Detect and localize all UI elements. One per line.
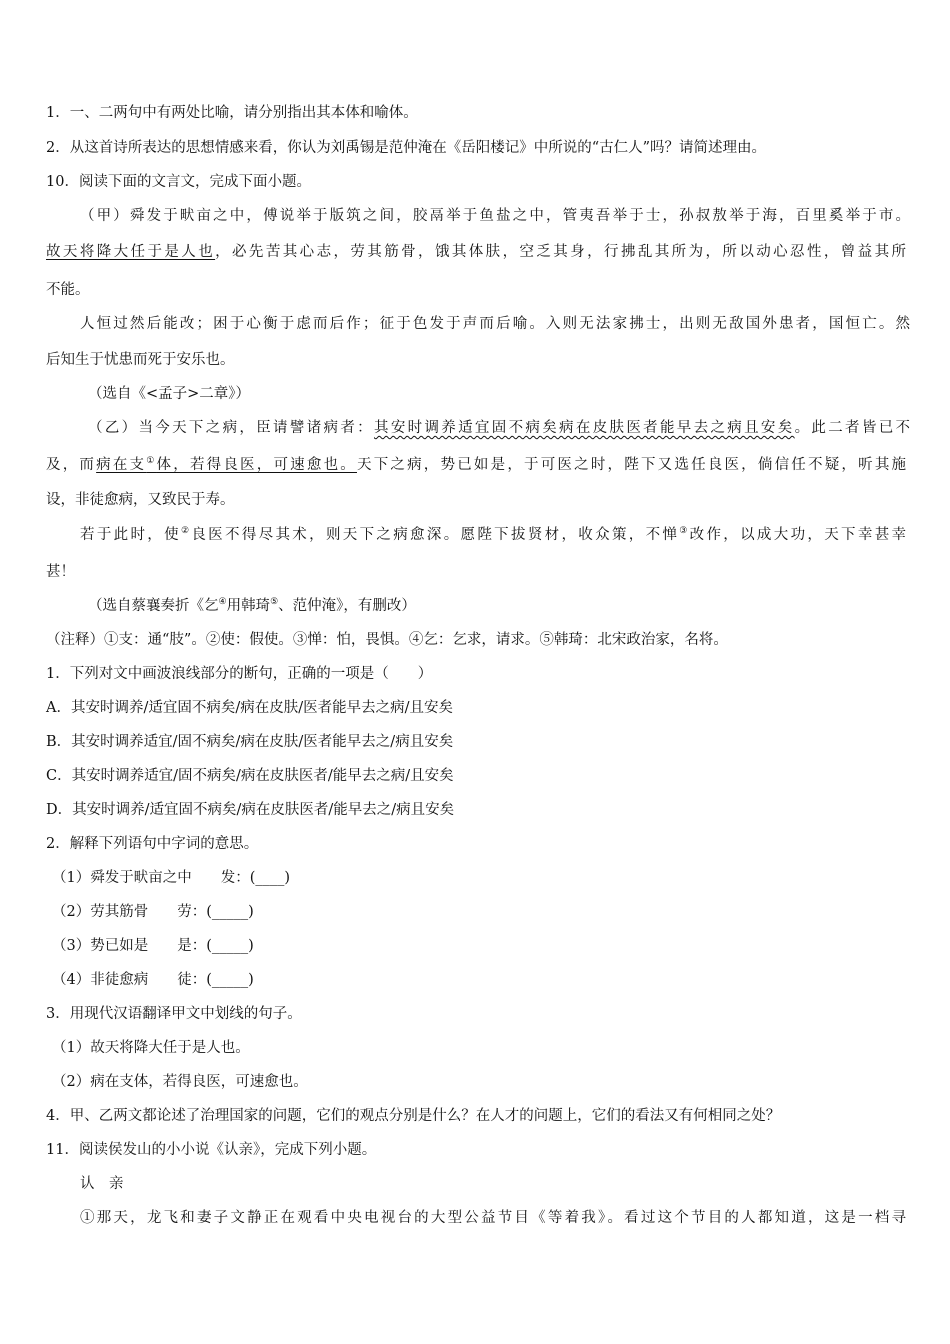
yi-p2-part-a: 若于此时，使 [80, 527, 181, 543]
q10-title: 10．阅读下面的文言文，完成下面小题。 [46, 174, 311, 190]
sub-question-3: 3．用现代汉语翻译甲文中划线的句子。 [46, 1006, 302, 1022]
sq2-item-4: （4）非徒愈病 徒：(_____) [52, 972, 254, 988]
story-title: 认 亲 [80, 1176, 124, 1192]
jia-paragraph-1-line-1: （甲）舜发于畎亩之中，傅说举于版筑之间，胶鬲举于鱼盐之中，管夷吾举于士，孙叔敖举于海，百里奚举于市。 [80, 208, 910, 224]
sq3-item-1: （1）故天将降大任于是人也。 [52, 1040, 250, 1056]
yi-paragraph-1-line-3: 设，非徒愈病，又致民于寿。 [46, 492, 235, 508]
yi-line-2-start: 及，而 [46, 457, 97, 473]
yi-source-b: 用韩琦 [226, 598, 271, 614]
yi-wavy-passage: 其安时调养适宜固不病矣病在皮肤医者能早去之病且安矣 [374, 420, 795, 436]
jia-line-2-rest: ，必先苦其心志，劳其筋骨，饿其体肤，空乏其身，行拂乱其所为，所以动心忍性，曾益其所 [215, 244, 907, 260]
note-marker-3: ③ [679, 526, 690, 537]
jia-paragraph-1-line-2 [46, 242, 906, 262]
sub-question-4: 4．甲、乙两文都论述了治理国家的问题，它们的观点分别是什么？在人才的问题上，它们的看法又有何相同之处？ [46, 1108, 781, 1124]
yi-p2-part-b: 良医不得尽其术，则天下之病愈深。愿陛下拔贤材，收众策，不惮 [191, 527, 680, 543]
sub-question-1: 1．下列对文中画波浪线部分的断句，正确的一项是（ ） [46, 666, 433, 682]
yi-paragraph-2-line-2: 甚！ [46, 564, 75, 580]
jia-paragraph-2-line-1: 人恒过然后能改；困于心衡于虑而后作；征于色发于声而后喻。入则无法家拂士，出则无敌国外患者，国恒亡。然 [80, 316, 910, 332]
yi-line-1-end: 。此二者皆已不 [794, 420, 911, 436]
yi-line-2-end: 天下之病，势已如是，于可医之时，陛下又选任良医，倘信任不疑，听其施 [356, 457, 907, 473]
jia-underlined-sentence: 故天将降大任于是人也 [46, 244, 216, 260]
yi-paragraph-1-line-1 [88, 418, 910, 438]
yi-source-c: 、范仲淹》，有删改） [278, 598, 416, 614]
yi-line-1-start: （乙）当今天下之病，臣请譬诸病者： [88, 420, 374, 436]
jia-paragraph-1-line-3: 不能。 [46, 282, 90, 298]
note-marker-5: ⑤ [270, 597, 279, 608]
poem-question-1: 1．一、二两句中有两处比喻，请分别指出其本体和喻体。 [46, 105, 418, 121]
story-paragraph-1: ①那天，龙飞和妻子文静正在观看中央电视台的大型公益节目《等着我》。看过这个节目的人都知道，这是一档寻 [80, 1210, 906, 1226]
jia-source: （选自《<孟子>二章》） [88, 386, 251, 402]
sq2-item-3: （3）势已如是 是：(_____) [52, 938, 254, 954]
poem-question-2: 2．从这首诗所表达的思想情感来看，你认为刘禹锡是范仲淹在《岳阳楼记》中所说的“古仁人”吗？请简述理由。 [46, 140, 767, 156]
yi-underlined-part-1: 病在支 [96, 457, 147, 473]
option-a: A．其安时调养/适宜固不病矣/病在皮肤/医者能早去之病/且安矣 [46, 700, 454, 716]
yi-underlined-part-2: 体，若得良医，可速愈也。 [156, 457, 357, 473]
sq2-item-2: （2）劳其筋骨 劳：(_____) [52, 904, 254, 920]
option-d: D．其安时调养/适宜固不病矣/病在皮肤医者/能早去之/病且安矣 [46, 802, 455, 818]
option-c: C．其安时调养适宜/固不病矣/病在皮肤医者/能早去之病/且安矣 [46, 768, 454, 784]
annotations: （注释）①支：通“肢”。②使：假使。③惮：怕，畏惧。④乞：乞求，请求。⑤韩琦：北宋政治家，名将。 [46, 632, 728, 648]
sub-question-2: 2．解释下列语句中字词的意思。 [46, 836, 259, 852]
jia-paragraph-2-line-2: 后知生于忧患而死于安乐也。 [46, 352, 235, 368]
sq3-item-2: （2）病在支体，若得良医，可速愈也。 [52, 1074, 308, 1090]
yi-source-a: （选自蔡襄奏折《乞 [88, 598, 219, 614]
note-marker-1: ① [146, 456, 157, 467]
option-b: B．其安时调养适宜/固不病矣/病在皮肤/医者能早去之/病且安矣 [46, 734, 454, 750]
yi-underlined-sentence [96, 457, 357, 473]
note-marker-2: ② [180, 526, 192, 537]
yi-source [88, 596, 416, 616]
q11-title: 11．阅读侯发山的小小说《认亲》，完成下列小题。 [46, 1142, 377, 1158]
yi-p2-part-c: 改作，以成大功，天下幸甚幸 [689, 527, 907, 543]
sq2-item-1: （1）舜发于畎亩之中 发：(____) [52, 870, 291, 886]
note-marker-4: ④ [218, 597, 227, 608]
yi-paragraph-1-line-2 [46, 455, 906, 475]
yi-paragraph-2-line-1 [80, 525, 906, 545]
